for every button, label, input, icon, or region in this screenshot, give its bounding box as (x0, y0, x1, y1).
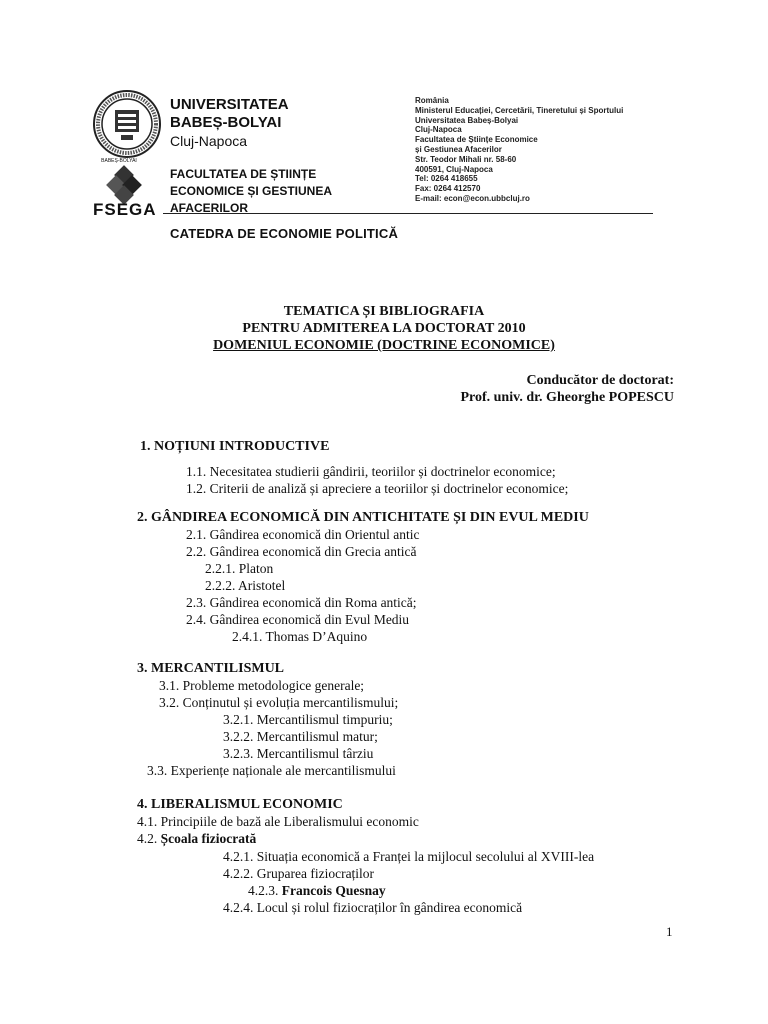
list-item (205, 560, 273, 577)
title-line3: DOMENIUL ECONOMIE (DOCTRINE ECONOMICE) (213, 338, 555, 353)
contact-line: Cluj-Napoca (415, 125, 462, 135)
contact-line: Str. Teodor Mihali nr. 58-60 (415, 154, 517, 164)
list-item (205, 577, 285, 594)
list-item-text: 2.4.1. Thomas D’Aquino (232, 629, 368, 644)
list-item (223, 711, 393, 728)
list-item-text: 3. MERCANTILISMUL (137, 661, 285, 676)
contact-line: Facultatea de Științe Economice (415, 135, 538, 145)
list-item-text: 2.2.1. Platon (205, 561, 274, 576)
list-item (147, 762, 396, 779)
list-item (159, 694, 398, 711)
list-item-text: 2.3. Gândirea economică din Roma antică; (186, 595, 417, 610)
page-number: 1 (666, 924, 673, 939)
fsega-logo-small-text: BABEȘ-BOLYAI (101, 158, 137, 164)
contact-line: Tel: 0264 418655 (415, 174, 478, 184)
list-item-text: 2.4. Gândirea economică din Evul Mediu (186, 612, 410, 627)
list-item (223, 899, 522, 916)
list-item-text: 4.2. (137, 831, 158, 846)
list-item-bold-text: Francois Quesnay (281, 883, 386, 898)
advisor-block (460, 372, 674, 406)
fsega-logo (93, 158, 161, 228)
list-item (137, 830, 256, 847)
list-item-text: 3.2.2. Mercantilismul matur; (223, 729, 378, 744)
list-item-text: 4.2.4. Locul și rolul fiziocraților în gândirea economică (223, 900, 523, 915)
contact-line: Universitatea Babeș-Bolyai (415, 115, 519, 125)
list-item-text: 4.2.1. Situația economică a Franței la mijlocul secolului al XVIII-lea (223, 849, 595, 864)
contact-line: 400591, Cluj-Napoca (415, 164, 493, 174)
contact-line: România (415, 96, 449, 105)
list-item (223, 728, 378, 745)
university-seal-logo (93, 90, 161, 158)
document-title (0, 303, 768, 354)
list-item-text: 2.2.2. Aristotel (205, 578, 286, 593)
list-item (137, 813, 419, 830)
section-heading (137, 509, 589, 526)
university-name-line2: BABEȘ-BOLYAI (170, 114, 282, 131)
list-item-bold-text: Școala fiziocrată (160, 831, 257, 846)
list-item-text: 1.2. Criterii de analiză și apreciere a teoriilor și doctrinelor economice; (186, 481, 569, 496)
list-item-text: 1.1. Necesitatea studierii gândirii, teoriilor și doctrinelor economice; (186, 464, 556, 479)
list-item-text: 4.2.3. (248, 883, 279, 898)
list-item (223, 865, 374, 882)
contact-block (415, 96, 623, 204)
contact-line: Ministerul Educației, Cercetării, Tineretului și Sportului (415, 105, 624, 115)
list-item (159, 677, 364, 694)
department-name: CATEDRA DE ECONOMIE POLITICĂ (170, 226, 399, 241)
advisor-name: Prof. univ. dr. Gheorghe POPESCU (460, 390, 674, 405)
faculty-name (170, 166, 332, 217)
list-item (186, 463, 556, 480)
contact-line: și Gestiunea Afacerilor (415, 144, 502, 154)
list-item-text: 3.3. Experiențe naționale ale mercantilismului (147, 763, 396, 778)
list-item-text: 4.1. Principiile de bază ale Liberalismului economic (137, 814, 419, 829)
list-item-text: 4. LIBERALISMUL ECONOMIC (137, 797, 343, 812)
university-name-line1: UNIVERSITATEA (170, 96, 289, 113)
list-item (223, 745, 373, 762)
list-item (186, 526, 420, 543)
university-name (170, 96, 289, 132)
list-item-text: 2.2. Gândirea economică din Grecia antică (186, 544, 417, 559)
contact-line: E-mail: econ@econ.ubbcluj.ro (415, 193, 530, 203)
faculty-name-line2: ECONOMICE ȘI GESTIUNEA (170, 184, 333, 198)
list-item (186, 480, 568, 497)
list-item (248, 882, 386, 899)
list-item-text: 3.2. Conținutul și evoluția mercantilismului; (159, 695, 399, 710)
list-item (186, 594, 417, 611)
header-divider (163, 213, 653, 214)
list-item-text: 2.1. Gândirea economică din Orientul antic (186, 527, 420, 542)
list-item-text: 3.2.3. Mercantilismul târziu (223, 746, 374, 761)
list-item-text: 2. GÂNDIREA ECONOMICĂ DIN ANTICHITATE ȘI DIN EVUL MEDIU (137, 510, 589, 525)
section-heading (137, 796, 343, 813)
list-item-text: 3.1. Probleme metodologice generale; (159, 678, 365, 693)
list-item-text: 1. NOȚIUNI INTRODUCTIVE (140, 439, 330, 454)
list-item (232, 628, 367, 645)
advisor-label: Conducător de doctorat: (526, 373, 674, 388)
list-item (223, 848, 594, 865)
list-item (186, 543, 417, 560)
title-line2: PENTRU ADMITEREA LA DOCTORAT 2010 (242, 321, 526, 336)
contact-line: Fax: 0264 412570 (415, 184, 481, 194)
title-line1: TEMATICA ȘI BIBLIOGRAFIA (283, 304, 485, 319)
university-city: Cluj-Napoca (170, 133, 248, 149)
list-item (186, 611, 409, 628)
faculty-name-line1: FACULTATEA DE ȘTIINȚE (170, 167, 317, 181)
fsega-logo-text: FSEGA (93, 200, 157, 219)
list-item-text: 3.2.1. Mercantilismul timpuriu; (223, 712, 393, 727)
faculty-name-line3: AFACERILOR (170, 201, 248, 215)
section-heading (140, 438, 329, 455)
list-item-text: 4.2.2. Gruparea fiziocraților (223, 866, 375, 881)
section-heading (137, 660, 284, 677)
